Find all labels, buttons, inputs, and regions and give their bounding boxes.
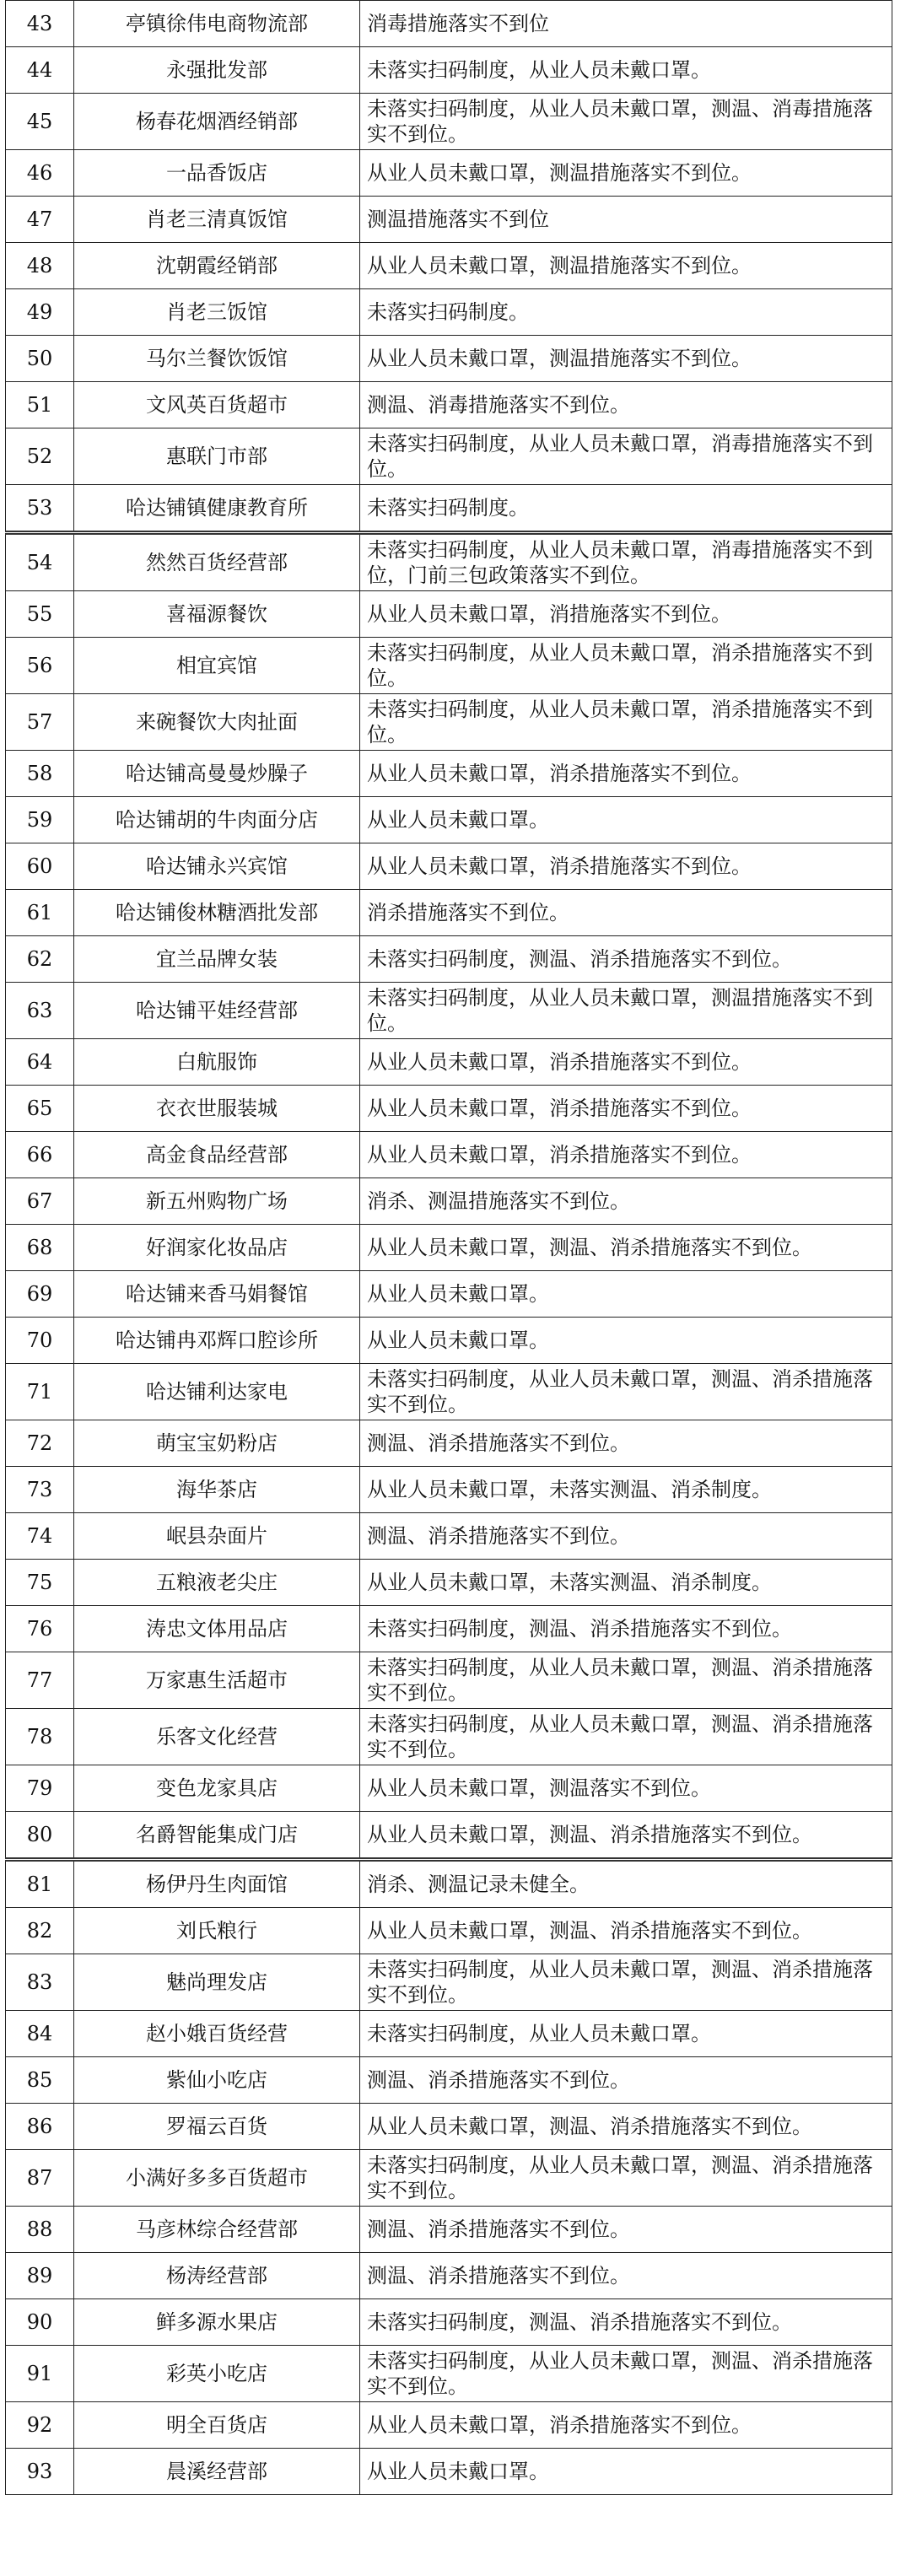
- table-row: [6, 1039, 892, 1086]
- business-name: 文风英百货超市: [74, 382, 360, 428]
- issue-description: 从业人员未戴口罩，测温、消杀措施落实不到位。: [360, 1908, 892, 1954]
- issue-description: 测温、消杀措施落实不到位。: [360, 1513, 892, 1560]
- row-number: 56: [6, 638, 74, 694]
- table-row: [6, 2207, 892, 2253]
- table-body: [6, 1, 892, 2495]
- row-number: 90: [6, 2299, 74, 2346]
- table-row: [6, 2299, 892, 2346]
- business-name: 喜福源餐饮: [74, 591, 360, 638]
- table-row: [6, 2011, 892, 2057]
- issue-description: 从业人员未戴口罩，消杀措施落实不到位。: [360, 1039, 892, 1086]
- table-row: [6, 1954, 892, 2011]
- issue-description: 未落实扫码制度，从业人员未戴口罩，测温、消杀措施落实不到位。: [360, 1652, 892, 1709]
- business-name: 好润家化妆品店: [74, 1225, 360, 1271]
- table-row: [6, 1420, 892, 1467]
- table-row: [6, 2104, 892, 2150]
- table-row: [6, 1606, 892, 1652]
- table-row: [6, 1652, 892, 1709]
- row-number: 87: [6, 2150, 74, 2207]
- row-number: 81: [6, 1860, 74, 1908]
- table-row: [6, 1132, 892, 1178]
- business-name: 罗福云百货: [74, 2104, 360, 2150]
- table-row: [6, 485, 892, 533]
- issue-description: 未落实扫码制度，从业人员未戴口罩，测温、消杀措施落实不到位。: [360, 2150, 892, 2207]
- table-row: [6, 2253, 892, 2299]
- issue-description: 从业人员未戴口罩，消杀措施落实不到位。: [360, 751, 892, 797]
- issue-description: 从业人员未戴口罩。: [360, 2449, 892, 2495]
- issue-description: 未落实扫码制度，从业人员未戴口罩。: [360, 47, 892, 94]
- business-name: 亭镇徐伟电商物流部: [74, 1, 360, 47]
- row-number: 58: [6, 751, 74, 797]
- row-number: 69: [6, 1271, 74, 1318]
- business-name: 哈达铺利达家电: [74, 1364, 360, 1420]
- business-name: 万家惠生活超市: [74, 1652, 360, 1709]
- issue-description: 测温、消杀措施落实不到位。: [360, 2057, 892, 2104]
- business-name: 相宜宾馆: [74, 638, 360, 694]
- business-name: 衣衣世服装城: [74, 1086, 360, 1132]
- issue-description: 未落实扫码制度，从业人员未戴口罩，消毒措施落实不到位，门前三包政策落实不到位。: [360, 533, 892, 591]
- table-row: [6, 2150, 892, 2207]
- issue-description: 未落实扫码制度，从业人员未戴口罩，测温措施落实不到位。: [360, 983, 892, 1039]
- issue-description: 测温措施落实不到位: [360, 197, 892, 243]
- table-row: [6, 150, 892, 197]
- issue-description: 未落实扫码制度，从业人员未戴口罩，测温、消杀措施落实不到位。: [360, 1954, 892, 2011]
- issue-description: 从业人员未戴口罩，消杀措施落实不到位。: [360, 843, 892, 890]
- row-number: 71: [6, 1364, 74, 1420]
- issue-description: 消毒措施落实不到位: [360, 1, 892, 47]
- row-number: 59: [6, 797, 74, 843]
- row-number: 77: [6, 1652, 74, 1709]
- table-row: [6, 336, 892, 382]
- issue-description: 从业人员未戴口罩，测温、消杀措施落实不到位。: [360, 1812, 892, 1860]
- row-number: 89: [6, 2253, 74, 2299]
- business-name: 明全百货店: [74, 2402, 360, 2449]
- issue-description: 测温、消杀措施落实不到位。: [360, 1420, 892, 1467]
- issue-description: 未落实扫码制度，测温、消杀措施落实不到位。: [360, 2299, 892, 2346]
- row-number: 43: [6, 1, 74, 47]
- issue-description: 未落实扫码制度。: [360, 289, 892, 336]
- row-number: 79: [6, 1765, 74, 1812]
- table-row: [6, 533, 892, 591]
- row-number: 50: [6, 336, 74, 382]
- table-row: [6, 936, 892, 983]
- table-row: [6, 47, 892, 94]
- row-number: 68: [6, 1225, 74, 1271]
- business-name: 杨伊丹生肉面馆: [74, 1860, 360, 1908]
- row-number: 45: [6, 94, 74, 150]
- table-row: [6, 1709, 892, 1765]
- business-name: 沈朝霞经销部: [74, 243, 360, 289]
- issue-description: 从业人员未戴口罩。: [360, 1271, 892, 1318]
- issue-description: 测温、消毒措施落实不到位。: [360, 382, 892, 428]
- issue-description: 消杀、测温记录未健全。: [360, 1860, 892, 1908]
- row-number: 47: [6, 197, 74, 243]
- business-name: 哈达铺来香马娟餐馆: [74, 1271, 360, 1318]
- issue-description: 未落实扫码制度，从业人员未戴口罩，测温、消杀措施落实不到位。: [360, 2346, 892, 2402]
- row-number: 92: [6, 2402, 74, 2449]
- issue-description: 从业人员未戴口罩，测温、消杀措施落实不到位。: [360, 2104, 892, 2150]
- business-name: 肖老三饭馆: [74, 289, 360, 336]
- row-number: 66: [6, 1132, 74, 1178]
- issue-description: 从业人员未戴口罩，消杀措施落实不到位。: [360, 2402, 892, 2449]
- table-row: [6, 1908, 892, 1954]
- table-row: [6, 1812, 892, 1860]
- issue-description: 未落实扫码制度，测温、消杀措施落实不到位。: [360, 936, 892, 983]
- row-number: 60: [6, 843, 74, 890]
- issue-description: 从业人员未戴口罩。: [360, 1318, 892, 1364]
- business-name: 五粮液老尖庄: [74, 1560, 360, 1606]
- table-row: [6, 1364, 892, 1420]
- issue-description: 从业人员未戴口罩，未落实测温、消杀制度。: [360, 1560, 892, 1606]
- table-row: [6, 197, 892, 243]
- row-number: 65: [6, 1086, 74, 1132]
- row-number: 85: [6, 2057, 74, 2104]
- issue-description: 未落实扫码制度，从业人员未戴口罩，测温、消杀措施落实不到位。: [360, 1709, 892, 1765]
- business-name: 哈达铺永兴宾馆: [74, 843, 360, 890]
- issue-description: 从业人员未戴口罩，消措施落实不到位。: [360, 591, 892, 638]
- row-number: 72: [6, 1420, 74, 1467]
- row-number: 54: [6, 533, 74, 591]
- row-number: 91: [6, 2346, 74, 2402]
- table-row: [6, 1178, 892, 1225]
- row-number: 67: [6, 1178, 74, 1225]
- row-number: 61: [6, 890, 74, 936]
- issue-description: 未落实扫码制度，从业人员未戴口罩，测温、消毒措施落实不到位。: [360, 94, 892, 150]
- business-name: 哈达铺平娃经营部: [74, 983, 360, 1039]
- issue-description: 从业人员未戴口罩，测温措施落实不到位。: [360, 336, 892, 382]
- business-name: 萌宝宝奶粉店: [74, 1420, 360, 1467]
- row-number: 86: [6, 2104, 74, 2150]
- business-name: 哈达铺冉邓辉口腔诊所: [74, 1318, 360, 1364]
- row-number: 83: [6, 1954, 74, 2011]
- row-number: 62: [6, 936, 74, 983]
- table-row: [6, 94, 892, 150]
- row-number: 75: [6, 1560, 74, 1606]
- row-number: 49: [6, 289, 74, 336]
- business-name: 来碗餐饮大肉扯面: [74, 694, 360, 751]
- issue-description: 未落实扫码制度，从业人员未戴口罩。: [360, 2011, 892, 2057]
- table-row: [6, 591, 892, 638]
- row-number: 74: [6, 1513, 74, 1560]
- business-name: 彩英小吃店: [74, 2346, 360, 2402]
- table-row: [6, 243, 892, 289]
- business-name: 新五州购物广场: [74, 1178, 360, 1225]
- table-row: [6, 983, 892, 1039]
- table-row: [6, 797, 892, 843]
- issue-description: 未落实扫码制度。: [360, 485, 892, 533]
- table-row: [6, 382, 892, 428]
- business-name: 魅尚理发店: [74, 1954, 360, 2011]
- row-number: 82: [6, 1908, 74, 1954]
- table-row: [6, 1225, 892, 1271]
- business-name: 然然百货经营部: [74, 533, 360, 591]
- issue-description: 消杀、测温措施落实不到位。: [360, 1178, 892, 1225]
- issue-description: 从业人员未戴口罩，测温措施落实不到位。: [360, 150, 892, 197]
- business-name: 涛忠文体用品店: [74, 1606, 360, 1652]
- row-number: 70: [6, 1318, 74, 1364]
- inspection-table: [5, 0, 892, 2495]
- row-number: 57: [6, 694, 74, 751]
- business-name: 海华茶店: [74, 1467, 360, 1513]
- business-name: 岷县杂面片: [74, 1513, 360, 1560]
- issue-description: 未落实扫码制度，从业人员未戴口罩，消杀措施落实不到位。: [360, 638, 892, 694]
- table-row: [6, 1513, 892, 1560]
- business-name: 刘氏粮行: [74, 1908, 360, 1954]
- issue-description: 从业人员未戴口罩，测温、消杀措施落实不到位。: [360, 1225, 892, 1271]
- row-number: 44: [6, 47, 74, 94]
- table-row: [6, 1765, 892, 1812]
- row-number: 76: [6, 1606, 74, 1652]
- issue-description: 测温、消杀措施落实不到位。: [360, 2207, 892, 2253]
- row-number: 63: [6, 983, 74, 1039]
- table-row: [6, 843, 892, 890]
- row-number: 48: [6, 243, 74, 289]
- issue-description: 从业人员未戴口罩，消杀措施落实不到位。: [360, 1086, 892, 1132]
- issue-description: 消杀措施落实不到位。: [360, 890, 892, 936]
- business-name: 变色龙家具店: [74, 1765, 360, 1812]
- issue-description: 从业人员未戴口罩，测温落实不到位。: [360, 1765, 892, 1812]
- business-name: 哈达铺镇健康教育所: [74, 485, 360, 533]
- business-name: 晨溪经营部: [74, 2449, 360, 2495]
- row-number: 55: [6, 591, 74, 638]
- business-name: 哈达铺高曼曼炒臊子: [74, 751, 360, 797]
- business-name: 马尔兰餐饮饭馆: [74, 336, 360, 382]
- issue-description: 未落实扫码制度，从业人员未戴口罩，消毒措施落实不到位。: [360, 428, 892, 485]
- business-name: 杨涛经营部: [74, 2253, 360, 2299]
- table-row: [6, 751, 892, 797]
- row-number: 73: [6, 1467, 74, 1513]
- issue-description: 从业人员未戴口罩，测温措施落实不到位。: [360, 243, 892, 289]
- issue-description: 测温、消杀措施落实不到位。: [360, 2253, 892, 2299]
- issue-description: 未落实扫码制度，从业人员未戴口罩，消杀措施落实不到位。: [360, 694, 892, 751]
- table-row: [6, 289, 892, 336]
- business-name: 马彦林综合经营部: [74, 2207, 360, 2253]
- business-name: 赵小娥百货经营: [74, 2011, 360, 2057]
- table-row: [6, 1467, 892, 1513]
- row-number: 53: [6, 485, 74, 533]
- table-row: [6, 2449, 892, 2495]
- table-row: [6, 890, 892, 936]
- row-number: 52: [6, 428, 74, 485]
- row-number: 80: [6, 1812, 74, 1860]
- table-row: [6, 1860, 892, 1908]
- business-name: 惠联门市部: [74, 428, 360, 485]
- business-name: 杨春花烟酒经销部: [74, 94, 360, 150]
- issue-description: 未落实扫码制度，测温、消杀措施落实不到位。: [360, 1606, 892, 1652]
- business-name: 紫仙小吃店: [74, 2057, 360, 2104]
- row-number: 78: [6, 1709, 74, 1765]
- table-row: [6, 2057, 892, 2104]
- issue-description: 从业人员未戴口罩。: [360, 797, 892, 843]
- table-row: [6, 2346, 892, 2402]
- business-name: 高金食品经营部: [74, 1132, 360, 1178]
- issue-description: 从业人员未戴口罩，未落实测温、消杀制度。: [360, 1467, 892, 1513]
- business-name: 名爵智能集成门店: [74, 1812, 360, 1860]
- business-name: 哈达铺俊林糖酒批发部: [74, 890, 360, 936]
- table-row: [6, 1086, 892, 1132]
- business-name: 小满好多多百货超市: [74, 2150, 360, 2207]
- row-number: 93: [6, 2449, 74, 2495]
- table-row: [6, 694, 892, 751]
- table-row: [6, 638, 892, 694]
- table-row: [6, 1271, 892, 1318]
- business-name: 一品香饭店: [74, 150, 360, 197]
- row-number: 84: [6, 2011, 74, 2057]
- row-number: 64: [6, 1039, 74, 1086]
- business-name: 白航服饰: [74, 1039, 360, 1086]
- business-name: 宜兰品牌女装: [74, 936, 360, 983]
- table-row: [6, 1318, 892, 1364]
- table-row: [6, 1, 892, 47]
- business-name: 乐客文化经营: [74, 1709, 360, 1765]
- issue-description: 未落实扫码制度，从业人员未戴口罩，测温、消杀措施落实不到位。: [360, 1364, 892, 1420]
- table-row: [6, 428, 892, 485]
- issue-description: 从业人员未戴口罩，消杀措施落实不到位。: [360, 1132, 892, 1178]
- business-name: 永强批发部: [74, 47, 360, 94]
- table-row: [6, 2402, 892, 2449]
- row-number: 88: [6, 2207, 74, 2253]
- business-name: 哈达铺胡的牛肉面分店: [74, 797, 360, 843]
- table-row: [6, 1560, 892, 1606]
- business-name: 鲜多源水果店: [74, 2299, 360, 2346]
- business-name: 肖老三清真饭馆: [74, 197, 360, 243]
- row-number: 51: [6, 382, 74, 428]
- row-number: 46: [6, 150, 74, 197]
